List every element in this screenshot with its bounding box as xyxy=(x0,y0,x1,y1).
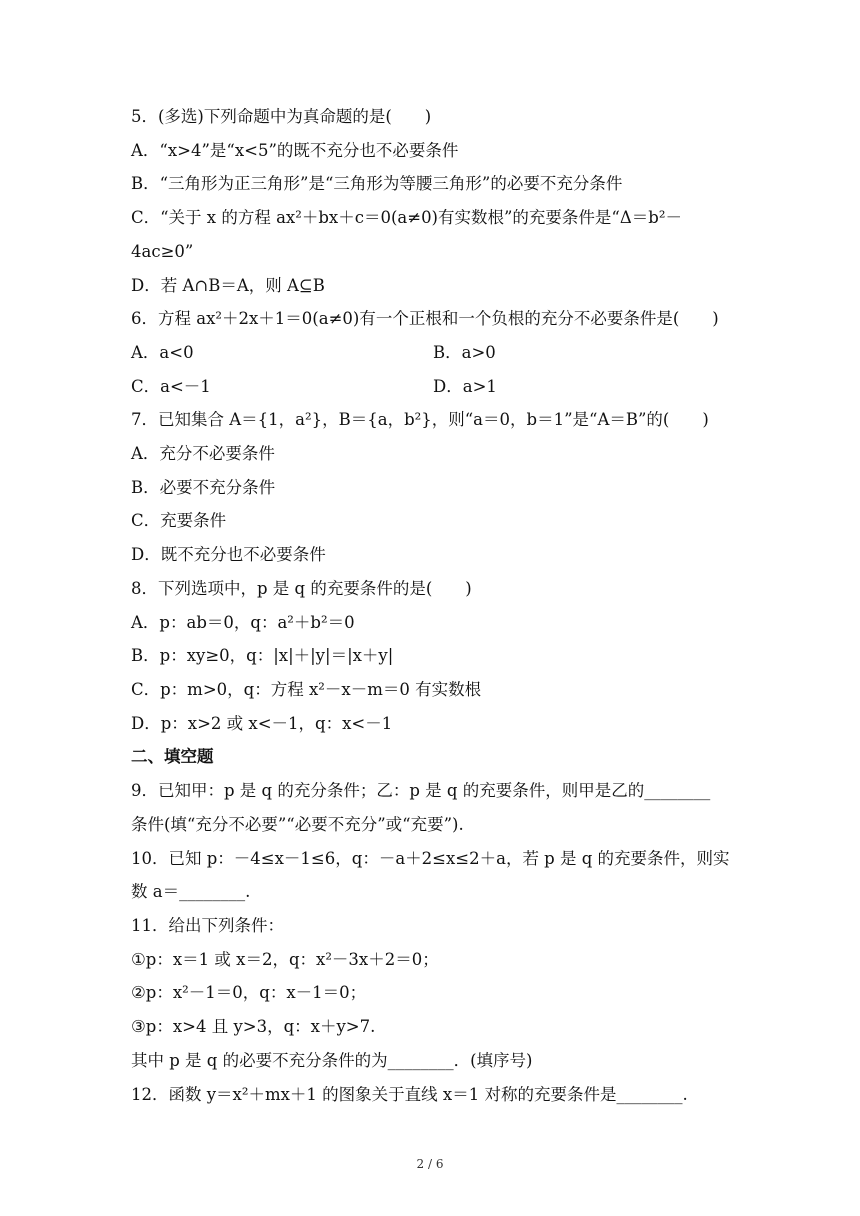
section-heading: 二、填空题 xyxy=(131,747,214,766)
question-11-condition-1: ①p：x＝1 或 x＝2，q：x²－3x＋2＝0； xyxy=(131,950,439,969)
question-11-condition-2: ②p：x²－1＝0，q：x－1＝0； xyxy=(131,983,367,1002)
question-8-stem: 8．下列选项中，p 是 q 的充要条件的是( ) xyxy=(131,579,472,598)
question-6-stem: 6．方程 ax²＋2x＋1＝0(a≠0)有一个正根和一个负根的充分不必要条件是( ) xyxy=(131,309,719,328)
question-7-option-c: C．充要条件 xyxy=(131,511,227,530)
question-11-stem: 11．给出下列条件： xyxy=(131,916,284,935)
question-11-prompt: 其中 p 是 q 的必要不充分条件的为________．(填序号) xyxy=(131,1051,533,1070)
question-10-stem: 10．已知 p：－4≤x－1≤6，q：－a＋2≤x≤2＋a，若 p 是 q 的充要条件，则实 xyxy=(131,849,730,868)
question-5-stem: 5．(多选)下列命题中为真命题的是( ) xyxy=(131,107,432,126)
question-7-option-a: A．充分不必要条件 xyxy=(131,444,275,463)
page-number: 2 / 6 xyxy=(416,1157,444,1171)
question-9-stem-cont: 条件(填“充分不必要”“必要不充分”或“充要”). xyxy=(131,815,464,834)
question-9-stem: 9．已知甲：p 是 q 的充分条件；乙：p 是 q 的充要条件，则甲是乙的________ xyxy=(131,781,711,800)
question-5-option-b: B．“三角形为正三角形”是“三角形为等腰三角形”的必要不充分条件 xyxy=(131,174,623,193)
question-8-option-a: A．p：ab＝0，q：a²＋b²＝0 xyxy=(131,613,355,632)
question-6-option-b: B．a>0 xyxy=(433,343,496,362)
question-6-option-c: C．a<－1 xyxy=(131,377,211,396)
question-7-option-b: B．必要不充分条件 xyxy=(131,478,276,497)
question-6-options-row-2 xyxy=(131,376,731,398)
question-6-options-row-1 xyxy=(131,342,731,364)
question-8-option-c: C．p：m>0，q：方程 x²－x－m＝0 有实数根 xyxy=(131,680,482,699)
question-8-option-b: B．p：xy≥0，q：|x|＋|y|＝|x＋y| xyxy=(131,646,394,665)
question-10-stem-cont: 数 a＝________. xyxy=(131,882,251,901)
question-5-option-c: C．“关于 x 的方程 ax²＋bx＋c＝0(a≠0)有实数根”的充要条件是“Δ＝b²－ xyxy=(131,208,682,227)
question-12-stem: 12．函数 y＝x²＋mx＋1 的图象关于直线 x＝1 对称的充要条件是________. xyxy=(131,1085,688,1104)
question-5-option-c-cont: 4ac≥0” xyxy=(131,242,194,261)
question-6-option-a: A．a<0 xyxy=(131,343,194,362)
question-5-option-a: A．“x>4”是“x<5”的既不充分也不必要条件 xyxy=(131,141,459,160)
question-7-stem: 7．已知集合 A＝{1，a²}，B＝{a，b²}，则“a＝0，b＝1”是“A＝B”的( ) xyxy=(131,410,709,429)
question-6-option-d: D．a>1 xyxy=(433,377,497,396)
question-11-condition-3: ③p：x>4 且 y>3，q：x＋y>7. xyxy=(131,1017,376,1036)
question-5-option-d: D．若 A∩B＝A，则 A⊆B xyxy=(131,276,325,295)
question-7-option-d: D．既不充分也不必要条件 xyxy=(131,545,326,564)
question-8-option-d: D．p：x>2 或 x<－1，q：x<－1 xyxy=(131,714,393,733)
